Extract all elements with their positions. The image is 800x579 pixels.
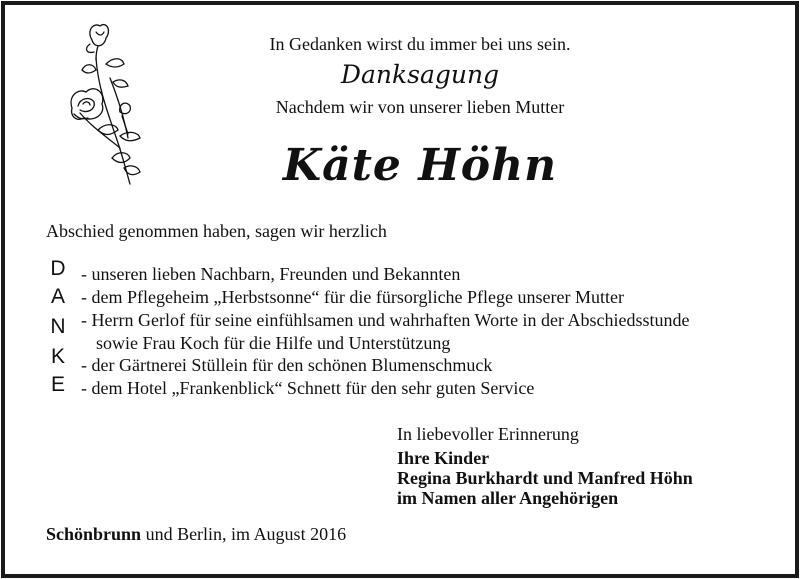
danke-letter-a: A (50, 285, 65, 308)
signature-line: im Namen aller Angehörigen (397, 488, 619, 508)
motto-line: In Gedanken wirst du immer bei uns sein. (269, 34, 571, 54)
thanks-item: - Herrn Gerlof für seine einfühlsamen und wahrhaften Worte in der Abschiedsstunde (81, 310, 690, 330)
lead-text: Abschied genommen haben, sagen wir herzlich (46, 221, 387, 241)
page-title: Danksagung (340, 60, 500, 89)
place-date-rest: und Berlin, im August 2016 (141, 524, 347, 544)
danke-letter-n: N (50, 315, 66, 338)
thanks-item: - der Gärtnerei Stüllein für den schönen Blumenschmuck (81, 355, 493, 375)
thanks-item-continuation: sowie Frau Koch für die Hilfe und Unterstützung (96, 333, 451, 353)
danke-letter-e: E (50, 373, 65, 396)
deceased-name: Käte Höhn (282, 140, 558, 191)
danke-letter-k: K (50, 345, 65, 368)
thanks-item: - dem Pflegeheim „Herbstsonne“ für die fürsorgliche Pflege unserer Mutter (81, 287, 624, 307)
thanks-item: - dem Hotel „Frankenblick“ Schnett für den sehr guten Service (81, 378, 535, 398)
signature-names: Regina Burkhardt und Manfred Höhn (397, 468, 693, 488)
signature-line: Ihre Kinder (397, 448, 490, 468)
place-name: Schönbrunn (46, 524, 142, 544)
rose-icon (68, 18, 148, 188)
danke-letter-d: D (50, 257, 66, 280)
intro-line: Nachdem wir von unserer lieben Mutter (275, 97, 565, 117)
thanks-item: - unseren lieben Nachbarn, Freunden und Bekannten (81, 264, 461, 284)
place-date-line (46, 524, 346, 545)
closing-line: In liebevoller Erinnerung (397, 424, 579, 444)
